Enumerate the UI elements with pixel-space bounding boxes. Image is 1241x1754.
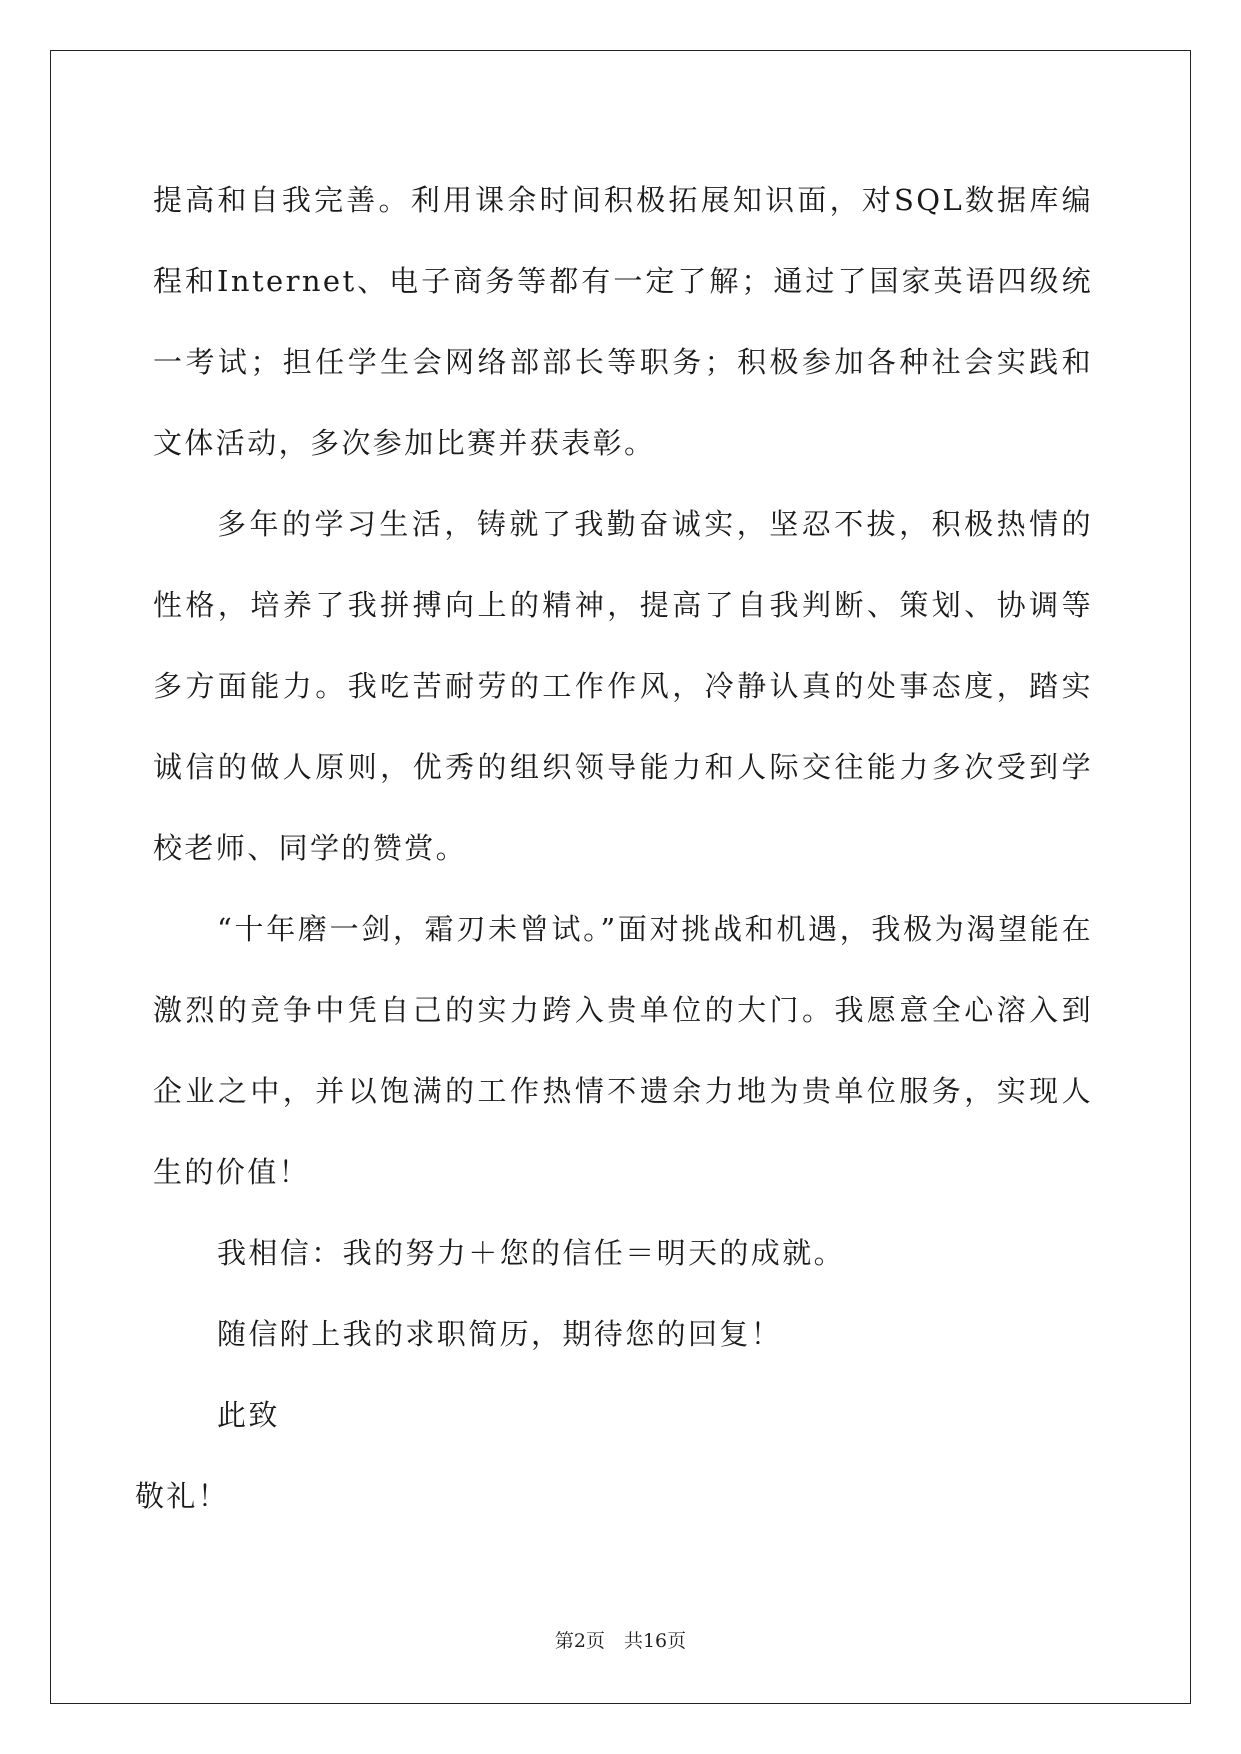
salutation-jingli: 敬礼！ (135, 1479, 230, 1513)
page-number-footer: 第2页 共16页 (554, 1630, 687, 1652)
paragraph-attachment: 随信附上我的求职简历，期待您的回复！ (217, 1317, 783, 1351)
paragraph-character: 多年的学习生活，铸就了我勤奋诚实，坚忍不拔，积极热情的性格，培养了我拼搏向上的精神，提高了自我判断、策划、协调等多方面能力。我吃苦耐劳的工作作风，冷静认真的处事态度，踏实诚信的做人原则，优秀的组织领导能力和人际交往能力多次受到学校老师、同学的赞赏。 (153, 507, 1093, 865)
paragraph-belief: 我相信：我的努力＋您的信任＝明天的成就。 (217, 1236, 846, 1270)
paragraph-aspiration: “十年磨一剑，霜刃未曾试。”面对挑战和机遇，我极为渴望能在激烈的竞争中凭自己的实力跨入贵单位的大门。我愿意全心溶入到企业之中，并以饱满的工作热情不遗余力地为贵单位服务，实现人生的价值！ (153, 912, 1093, 1189)
paragraph-continuation: 提高和自我完善。利用课余时间积极拓展知识面，对SQL数据库编程和Internet、电子商务等都有一定了解；通过了国家英语四级统一考试；担任学生会网络部部长等职务；积极参加各种社会实践和文体活动，多次参加比赛并获表彰。 (153, 183, 1093, 460)
salutation-cizhi: 此致 (217, 1398, 280, 1432)
letter-body (135, 160, 1093, 1537)
